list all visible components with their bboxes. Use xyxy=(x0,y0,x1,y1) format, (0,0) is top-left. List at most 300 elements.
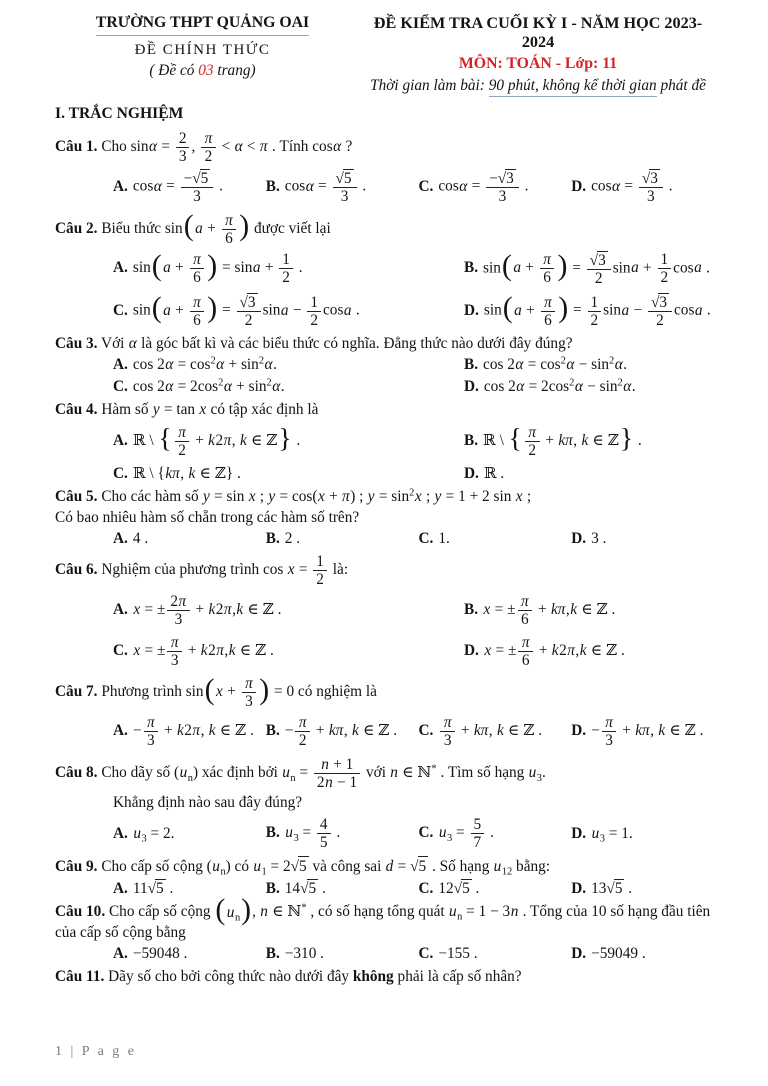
subscript: 3 xyxy=(599,833,605,845)
option-letter: B. xyxy=(464,356,479,374)
text-run: . xyxy=(292,431,301,449)
text-run: ∈ ℤ} . xyxy=(195,464,241,482)
text-run: sin xyxy=(132,259,151,277)
variable: k xyxy=(176,722,184,740)
option-letter: A. xyxy=(113,600,128,618)
text-run: ∈ ℤ . xyxy=(587,641,625,659)
denominator xyxy=(440,732,455,749)
square-root xyxy=(300,879,318,898)
option-letter: D. xyxy=(464,378,479,396)
option-C xyxy=(113,633,458,670)
fraction xyxy=(175,424,190,459)
superscript: 2 xyxy=(266,377,272,389)
text-run: . xyxy=(702,259,710,277)
text-run: . Tổng của 10 số hạng đầu tiên của cấp số cộng bằng xyxy=(55,903,711,942)
option-letter: A. xyxy=(113,177,128,195)
text-run: − sin xyxy=(583,378,618,396)
bold-text: Câu 6. xyxy=(55,561,98,579)
option-D xyxy=(571,825,718,843)
text-run: sin xyxy=(132,301,151,319)
denominator xyxy=(237,312,261,329)
text-run: + xyxy=(522,301,539,319)
text-run: , xyxy=(224,641,229,659)
numerator xyxy=(540,251,555,269)
denominator xyxy=(648,312,672,329)
square-root xyxy=(651,293,669,311)
text-run: phải là cấp số nhân? xyxy=(393,968,522,986)
superscript: 2 xyxy=(560,355,566,367)
text-run: 1 xyxy=(590,293,599,311)
denominator xyxy=(242,693,257,710)
option-letter: B. xyxy=(265,177,280,195)
option-C xyxy=(419,713,566,750)
numerator xyxy=(307,294,321,312)
text-run: ; xyxy=(255,487,268,505)
variable: π xyxy=(178,592,187,610)
option-letter: C. xyxy=(113,641,128,659)
text-run: 3 xyxy=(647,188,655,206)
numerator xyxy=(525,424,540,442)
denominator xyxy=(588,312,602,329)
text-run: + xyxy=(325,487,342,505)
option-C xyxy=(113,464,458,483)
brace-content xyxy=(523,423,619,460)
variable: k xyxy=(351,722,359,740)
text-run: = 2. xyxy=(146,824,175,842)
numerator xyxy=(588,294,602,312)
variable: π xyxy=(528,423,537,441)
text-run: + xyxy=(534,600,551,618)
option-D xyxy=(464,378,718,396)
subscript: 12 xyxy=(501,866,513,878)
text-run: 4 xyxy=(319,815,328,833)
text-run: ) ; xyxy=(350,487,368,505)
text-run: . xyxy=(634,431,642,449)
fraction xyxy=(540,251,555,286)
text-run: = 1 − 3 xyxy=(462,903,511,921)
numerator xyxy=(471,816,485,834)
text-run: = 1 + 2 sin xyxy=(441,487,516,505)
option-letter: D. xyxy=(571,722,587,740)
radicand xyxy=(418,856,429,877)
option-letter: D. xyxy=(571,880,587,898)
text-run: bằng: xyxy=(512,858,551,876)
variable: α xyxy=(623,378,632,396)
numerator xyxy=(587,251,611,270)
numerator xyxy=(313,553,327,571)
option-letter: C. xyxy=(418,880,434,898)
text-run: + xyxy=(171,301,188,319)
option-letter: A. xyxy=(113,824,128,842)
numerator xyxy=(333,169,357,188)
fraction xyxy=(314,756,360,791)
time-note-suffix: phát đề xyxy=(656,77,706,94)
text-run: + xyxy=(618,722,635,740)
option-A xyxy=(113,168,260,206)
paren-content xyxy=(163,293,207,330)
square-root xyxy=(642,169,660,187)
variable: π xyxy=(605,714,613,732)
variable: π xyxy=(192,722,201,740)
text-run: , xyxy=(191,138,200,156)
text-run: Phương trình sin xyxy=(97,683,204,701)
numerator xyxy=(222,212,237,230)
denominator xyxy=(658,269,672,286)
text-run: = xyxy=(295,763,312,781)
time-note-prefix: Thời gian làm bài: xyxy=(370,77,489,94)
numerator xyxy=(317,816,331,834)
fraction xyxy=(167,634,182,669)
text-run: . xyxy=(623,356,628,374)
text-run: . xyxy=(541,763,546,781)
option-B xyxy=(464,592,718,629)
paren-group: $(u_n)$ xyxy=(215,892,252,926)
text-run: , xyxy=(252,903,260,921)
variable: y xyxy=(202,487,210,505)
denominator xyxy=(639,188,663,205)
text-run: 1. xyxy=(438,530,450,548)
option-letter: D. xyxy=(464,301,479,319)
denominator xyxy=(144,732,159,749)
variable: k xyxy=(188,464,196,482)
variable: a xyxy=(252,259,261,277)
variable: π xyxy=(170,633,179,651)
text-run: 2 xyxy=(559,641,567,659)
text-run: 6 xyxy=(544,311,552,329)
question-2 xyxy=(55,211,718,331)
option-A xyxy=(113,423,458,460)
text-run: cos xyxy=(284,177,306,195)
variable: α xyxy=(305,177,314,195)
text-run: −59049 . xyxy=(591,945,646,963)
text-run: = cos( xyxy=(275,487,318,505)
page-number: 1 | P a g e xyxy=(55,1044,137,1059)
text-run: = cos xyxy=(173,356,211,374)
bold-text: Câu 1. xyxy=(55,138,98,156)
variable: π xyxy=(543,251,551,269)
text-run: 11 xyxy=(132,880,148,898)
variable: u xyxy=(448,903,457,921)
option-D xyxy=(571,713,718,750)
fraction xyxy=(144,714,159,749)
denominator xyxy=(333,188,357,205)
option-letter: B. xyxy=(265,722,280,740)
variable: u xyxy=(253,858,261,876)
text-run: −310 . xyxy=(284,945,325,963)
fraction xyxy=(313,553,327,588)
text-run: . Tìm số hạng xyxy=(436,763,529,781)
text-run: 3 xyxy=(170,651,179,669)
bold-text: Câu 10. xyxy=(55,903,106,921)
text-run: + xyxy=(535,641,552,659)
text-run: + xyxy=(261,259,278,277)
bold-text: không xyxy=(352,968,394,986)
variable: n xyxy=(390,763,398,781)
text-run: ℝ \ xyxy=(483,431,508,449)
bold-text: Câu 2. xyxy=(55,219,98,237)
text-run: = xyxy=(569,301,586,319)
text-run: , có số hạng tổng quát xyxy=(306,903,449,921)
variable: a xyxy=(514,301,522,319)
text-run: + xyxy=(191,431,208,449)
text-run: = ± xyxy=(491,641,517,659)
text-run: + xyxy=(521,259,538,277)
text-run: cos xyxy=(673,259,694,277)
text-run: 2 xyxy=(184,722,192,740)
option-B xyxy=(266,945,413,963)
variable: a xyxy=(621,301,630,319)
option-D xyxy=(464,633,718,670)
text-run: Dãy số cho bởi công thức nào dưới đây xyxy=(104,968,353,986)
text-run: = tan xyxy=(160,401,199,419)
text-run: sin xyxy=(603,301,622,319)
text-run: Cho cấp số cộng xyxy=(105,903,215,921)
variable: n xyxy=(260,903,268,921)
variable: k xyxy=(551,641,559,659)
text-run: ∈ ℤ . xyxy=(359,722,398,740)
text-run: sin xyxy=(483,259,501,277)
option-letter: B. xyxy=(265,530,280,548)
option-letter: D. xyxy=(464,464,479,482)
variable: π xyxy=(223,431,232,449)
denominator xyxy=(201,148,216,165)
paren-group: (a + $\frac{\pi}{6}$ ) xyxy=(151,248,218,287)
pages-note-number: 03 xyxy=(198,62,214,79)
text-run: ) xác định bởi xyxy=(192,763,282,781)
text-run: − xyxy=(591,722,600,740)
subscript: n xyxy=(220,866,226,878)
numerator xyxy=(486,169,519,188)
option-D xyxy=(571,879,718,898)
denominator xyxy=(175,442,190,459)
radicand xyxy=(658,293,669,311)
variable: π xyxy=(193,293,201,311)
option-B xyxy=(464,423,718,460)
variable: n xyxy=(321,755,329,773)
variable: n xyxy=(325,773,333,791)
subscript: 3 xyxy=(293,832,299,844)
option-letter: D. xyxy=(571,177,587,195)
fraction xyxy=(658,251,672,286)
text-run: cos 2 xyxy=(132,378,165,396)
text-run: 3 xyxy=(193,188,201,206)
text-run: = 2 xyxy=(266,858,291,876)
subscript: n xyxy=(187,772,193,784)
text-run: Hàm số xyxy=(97,401,153,419)
text-run: , xyxy=(232,600,236,618)
text-run: 6 xyxy=(521,651,530,669)
question-stem xyxy=(55,400,718,420)
variable: π xyxy=(147,714,155,732)
variable: π xyxy=(178,423,186,441)
text-run: , xyxy=(488,722,497,740)
denominator xyxy=(313,571,327,588)
variable: α xyxy=(516,378,525,396)
option-C xyxy=(113,378,458,396)
variable: α xyxy=(333,138,342,156)
option-D xyxy=(571,530,718,548)
text-run: cos 2 xyxy=(132,356,165,374)
variable: π xyxy=(544,293,552,311)
text-run: . xyxy=(294,259,303,277)
text-run: ∈ ℤ . xyxy=(236,641,274,659)
text-run: . xyxy=(352,301,360,319)
text-run: 6 xyxy=(521,610,529,628)
text-run: − xyxy=(183,170,193,188)
text-run: với xyxy=(362,763,390,781)
radical-sign: √ xyxy=(239,294,248,311)
question-stem-line2: Khẳng định nào sau đây đúng? xyxy=(113,793,303,811)
bold-text: Câu 4. xyxy=(55,401,98,419)
fraction xyxy=(295,714,310,749)
header xyxy=(55,14,718,95)
text-run: ∈ ℤ xyxy=(247,431,278,449)
text-run: = xyxy=(295,561,312,579)
text-run: 2 xyxy=(594,269,603,287)
radicand xyxy=(247,293,258,311)
text-run: , xyxy=(343,722,352,740)
variable: π xyxy=(216,641,224,659)
text-run: cos xyxy=(674,301,695,319)
question-9 xyxy=(55,856,718,898)
subscript: n xyxy=(290,772,296,784)
text-run: . xyxy=(471,880,480,898)
paren-content xyxy=(514,293,558,330)
variable: x xyxy=(248,487,256,505)
text-run: . xyxy=(703,301,711,319)
text-run: − 1 xyxy=(333,773,358,791)
variable: y xyxy=(268,487,276,505)
variable: u xyxy=(493,858,502,876)
text-run: + xyxy=(541,431,558,449)
numerator xyxy=(648,293,672,312)
text-run: = xyxy=(393,858,411,876)
text-run: 3 xyxy=(506,170,514,188)
variable: k xyxy=(496,722,504,740)
options xyxy=(55,423,718,483)
text-run: là góc bất kì và các biểu thức có nghĩa. Đẳng thức nào dưới đây đúng? xyxy=(137,335,573,353)
section-title: I. TRẮC NGHIỆM xyxy=(55,105,184,122)
options xyxy=(55,713,718,750)
text-run: 4 . xyxy=(132,530,149,548)
text-run: sin xyxy=(612,259,631,277)
numerator xyxy=(602,714,617,732)
text-run: 3 xyxy=(659,294,668,311)
bold-text: Câu 8. xyxy=(55,763,98,781)
option-letter: A. xyxy=(113,356,128,374)
denominator xyxy=(317,834,331,851)
variable: kπ xyxy=(635,722,650,740)
fraction xyxy=(201,130,216,165)
variable: α xyxy=(165,356,174,374)
fraction xyxy=(518,634,533,669)
text-run: Cho sin xyxy=(97,138,149,156)
subscript: n xyxy=(234,912,241,924)
header-right xyxy=(358,14,718,95)
text-run: ? xyxy=(341,138,353,156)
text-run: ) có xyxy=(225,858,253,876)
text-run: . xyxy=(280,378,285,396)
text-run: được viết lại xyxy=(250,219,331,237)
radicand xyxy=(200,169,211,187)
fraction xyxy=(518,593,533,628)
superscript: 2 xyxy=(569,377,575,389)
fraction xyxy=(471,816,485,851)
text-run: , xyxy=(650,722,658,740)
subscript: 1 xyxy=(261,866,267,878)
numerator xyxy=(518,593,533,611)
question-stem-line2: Có bao nhiêu hàm số chẵn trong các hàm số trên? xyxy=(55,509,360,527)
denominator xyxy=(295,732,310,749)
paren-content xyxy=(513,250,557,287)
variable: k xyxy=(236,600,244,618)
radical-sign: √ xyxy=(641,170,651,188)
option-letter: A. xyxy=(113,530,128,548)
pages-note xyxy=(55,62,350,80)
brace-group: { $\frac{\pi}{2}$ + k2π, k ∈ ℤ} xyxy=(158,421,292,459)
fraction xyxy=(317,816,331,851)
text-run: 2 xyxy=(282,269,290,287)
text-run: ; xyxy=(422,487,435,505)
option-C xyxy=(113,292,458,330)
variable: k xyxy=(570,600,578,618)
text-run: 14 xyxy=(284,880,301,898)
option-B xyxy=(464,356,718,374)
text-run: ∈ ℤ . xyxy=(216,722,254,740)
text-run: 3 xyxy=(245,693,253,711)
fraction xyxy=(639,169,663,205)
text-run: . xyxy=(215,177,223,195)
text-run: cos 2 xyxy=(483,378,516,396)
text-run: . xyxy=(624,880,633,898)
fraction xyxy=(190,294,205,329)
text-run: + xyxy=(160,722,177,740)
text-run: , xyxy=(180,464,188,482)
brace-content xyxy=(173,423,278,460)
text-run: + sin xyxy=(232,378,267,396)
numerator xyxy=(144,714,159,732)
variable: α xyxy=(223,378,232,396)
radicand xyxy=(597,251,608,269)
text-run: < xyxy=(243,138,260,156)
text-run: = cos xyxy=(523,356,561,374)
text-run: = sin xyxy=(218,259,253,277)
text-run: = xyxy=(314,177,331,195)
bold-text: Câu 3. xyxy=(55,335,98,353)
variable: α xyxy=(165,378,174,396)
text-run: ℝ \ { xyxy=(132,464,165,482)
variable: x xyxy=(483,600,491,618)
text-run: + xyxy=(171,259,188,277)
text-run: = xyxy=(218,301,235,319)
variable: α xyxy=(149,138,158,156)
pages-note-suffix: trang) xyxy=(213,62,256,79)
text-run: + xyxy=(191,600,208,618)
option-letter: A. xyxy=(113,945,128,963)
variable: k xyxy=(581,431,589,449)
text-run: , xyxy=(565,600,570,618)
variable: u xyxy=(528,763,537,781)
text-run: −59048 . xyxy=(132,945,188,963)
options xyxy=(55,879,718,898)
option-A xyxy=(113,713,260,750)
square-root xyxy=(590,251,608,269)
text-run: 2 xyxy=(316,571,324,589)
question-stem xyxy=(55,755,718,792)
questions xyxy=(55,129,718,988)
text-run: ∈ ℕ xyxy=(268,903,302,921)
text-run: + xyxy=(184,641,201,659)
